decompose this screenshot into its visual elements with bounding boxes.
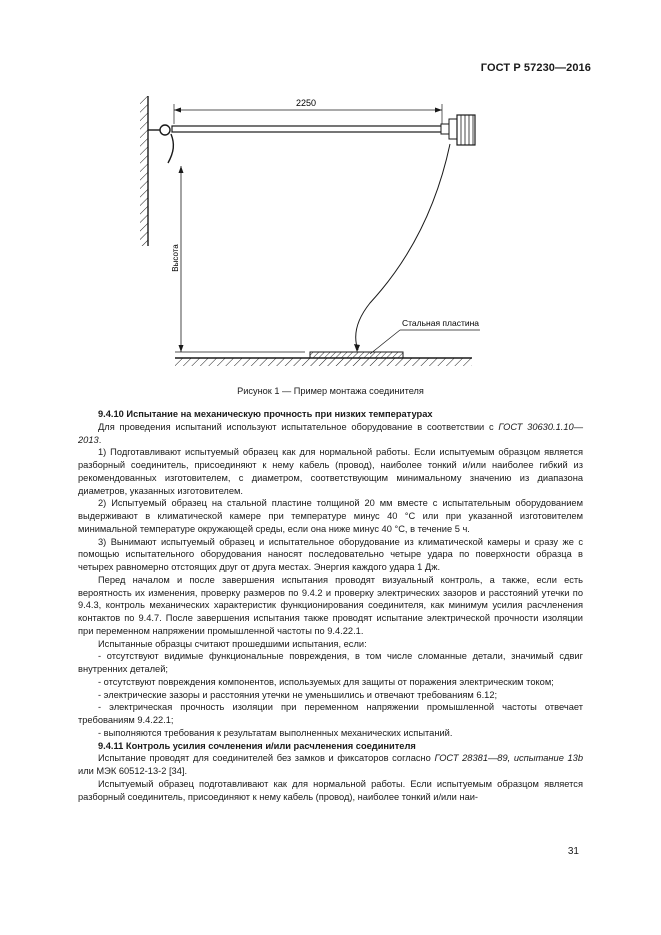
plate-label: Стальная пластина [402,318,480,328]
list-item: - выполняются требования к результатам выполненных механических испытаний. [98,727,453,738]
mounting-diagram [130,88,480,378]
height-dimension [175,166,305,352]
height-label: Высота [171,244,180,272]
step-2: 2) Испытуемый образец на стальной пластине толщиной 20 мм вместе с испытательным оборудованием выдерживают в климатической камере при температуре минус 40 °С или при указанной изготовителем минимальной температуре окружающей среды, если она ниже минус 40 °С, в течение 5 ч. [78,498,583,534]
list-item: - отсутствуют видимые функциональные повреждения, в том числе сломанные детали, значимый сдвиг внутренних деталей; [78,651,583,674]
prep-paragraph: Испытуемый образец подготавливают как для нормальной работы. Если испытуемым образцом является разборный соединитель, присоединяют к нему кабель (провод), наиболее тонкий и/или наи- [78,778,583,802]
section-heading-9-4-11: 9.4.11 Контроль усилия сочленения и/или расчленения соединителя [98,740,416,751]
passed-intro: Испытанные образцы считают прошедшими испытания, если: [98,638,367,649]
list-item: - электрическая прочность изоляции при переменном напряжении промышленной частоты отвечает требованиям 9.4.22.1; [78,702,583,725]
list-item: - электрические зазоры и расстояния утечки не уменьшились и отвечают требованиям 6.12; [98,689,498,700]
gost-reference: ГОСТ 28381—89, испытание 13b [434,753,583,764]
body-text [78,408,583,803]
document-header: ГОСТ Р 57230—2016 [480,62,591,74]
cable-rod [172,126,442,132]
steel-plate [310,352,403,358]
test-paragraph: Испытание проводят для соединителей без замков и фиксаторов согласно ГОСТ 28381—89, испытание 13b или МЭК 60512-13-2 [34]. [78,753,583,776]
check-paragraph: Перед началом и после завершения испытания проводят визуальный контроль, а также, если есть вероятность их изменения, проверку размеров по 9.4.2 и проверку электрических зазоров и расстояний утечки по 9.4.3, контроль механических характеристик функционирования соединителя, как минимум усилия расчленения контактов по 9.4.7. После завершения испытания также проводят испытание электрической прочности изоляции при переменном напряжении промышленной частоты по 9.4.22.1. [78,574,583,636]
wall [140,96,148,246]
connector [441,115,475,145]
step-3: 3) Вынимают испытуемый образец и испытательное оборудование из климатической камеры и сразу же с помощью испытательного оборудования наносят последовательно четыре удара по поверхности образца в четырех равномерно отстоящих друг от друга местах. Энергия каждого удара 1 Дж. [78,536,583,572]
wall-hook [148,125,173,163]
dimension-label: 2250 [295,98,317,108]
page-number: 31 [567,846,579,857]
section-heading-9-4-10: 9.4.10 Испытание на механическую прочность при низких температурах [98,409,433,419]
floor [175,358,472,366]
gost-reference: ГОСТ 30630.1.10—2013 [78,421,583,445]
step-1: 1) Подготавливают испытуемый образец как для нормальной работы. Если испытуемым образцом является разборный соединитель, присоединяют к нему кабель (провод), наиболее тонкий и/или наиболее гибкий из рекомендованных изготовителем, с диаметром, соответствующим минимальному значению из диапазона диаметров, указанных изготовителем. [78,447,583,496]
list-item: - отсутствуют повреждения компонентов, используемых для защиты от поражения электрическим током; [98,676,554,687]
figure-caption: Рисунок 1 — Пример монтажа соединителя [237,386,424,396]
intro-paragraph: Для проведения испытаний используют испытательное оборудование в соответствии с ГОСТ 30630.1.10—2013. [78,421,583,445]
